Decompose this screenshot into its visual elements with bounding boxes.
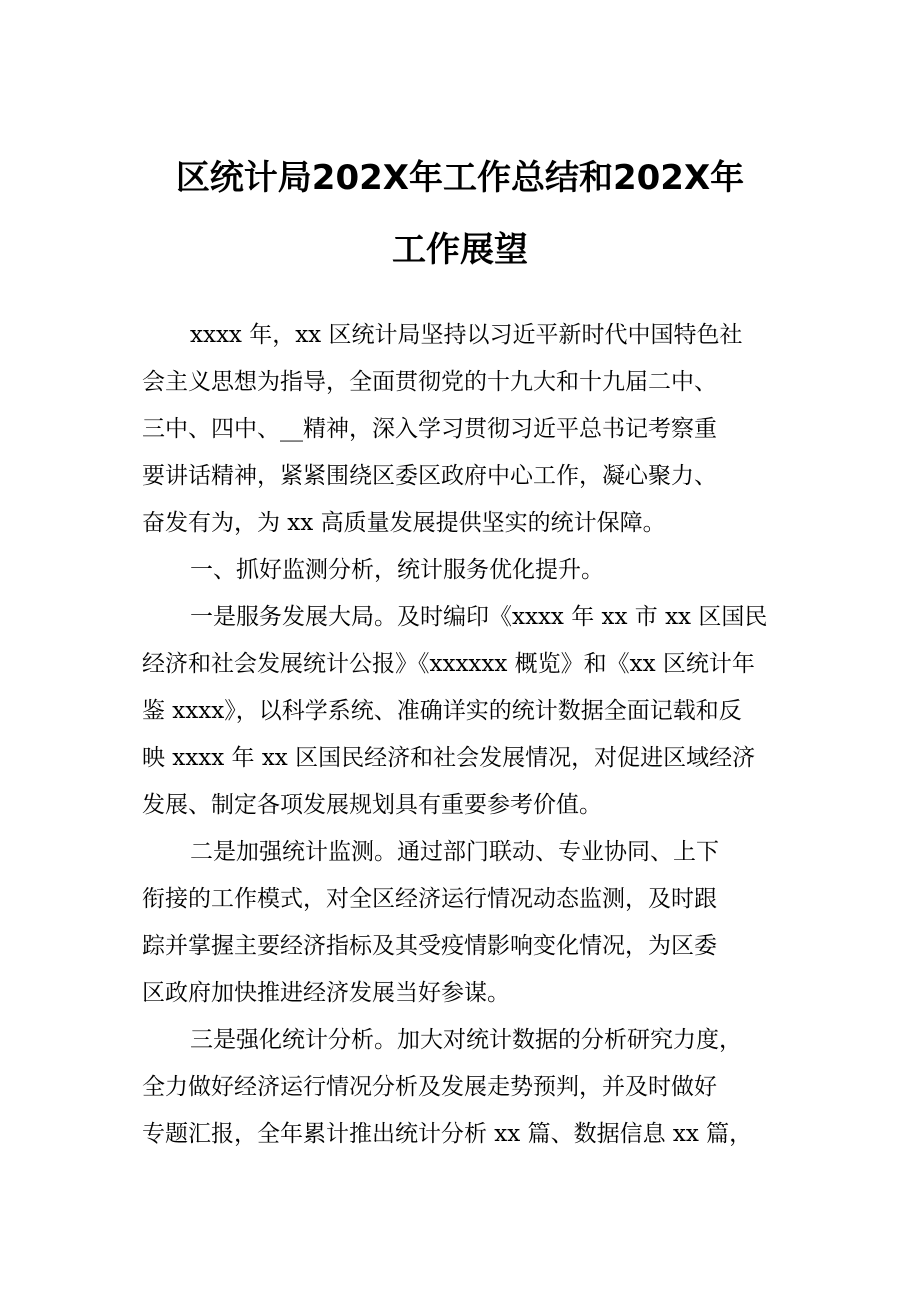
body-text-line: 经济和社会发展统计公报》《xxxxxx 概览》和《xx 区统计年 xyxy=(142,651,755,677)
document-title-line-2: 工作展望 xyxy=(392,230,528,270)
body-text-line: 三是强化统计分析。加大对统计数据的分析研究力度， xyxy=(190,1027,742,1053)
body-text-line: 映 xxxx 年 xx 区国民经济和社会发展情况，对促进区域经济 xyxy=(142,745,756,771)
body-text-line: 全力做好经济运行情况分析及发展走势预判，并及时做好 xyxy=(142,1074,717,1100)
document-title-line-1: 区统计局202X年工作总结和202X年 xyxy=(175,158,745,198)
body-text-line: 二是加强统计监测。通过部门联动、专业协同、上下 xyxy=(190,839,719,865)
body-text-line: 三中、四中、__精神，深入学习贯彻习近平总书记考察重 xyxy=(142,416,717,442)
body-text-line: 鉴 xxxx》，以科学系统、准确详实的统计数据全面记载和反 xyxy=(142,698,742,724)
body-text-line: 奋发有为，为 xx 高质量发展提供坚实的统计保障。 xyxy=(142,510,666,536)
body-text-line: 衔接的工作模式，对全区经济运行情况动态监测，及时跟 xyxy=(142,886,717,912)
body-text-line: 区政府加快推进经济发展当好参谋。 xyxy=(142,980,510,1006)
document-body xyxy=(142,312,782,1158)
body-text-line: 要讲话精神，紧紧围绕区委区政府中心工作，凝心聚力、 xyxy=(142,463,717,489)
body-text-line: 会主义思想为指导，全面贯彻党的十九大和十九届二中、 xyxy=(142,369,717,395)
body-text-line: 一、抓好监测分析，统计服务优化提升。 xyxy=(190,557,604,583)
body-text-line: 发展、制定各项发展规划具有重要参考价值。 xyxy=(142,792,602,818)
body-text-line: xxxx 年，xx 区统计局坚持以习近平新时代中国特色社 xyxy=(190,322,743,348)
body-text-line: 一是服务发展大局。及时编印《xxxx 年 xx 市 xx 区国民 xyxy=(190,604,768,630)
body-text-line: 专题汇报，全年累计推出统计分析 xx 篇、数据信息 xx 篇， xyxy=(142,1121,753,1147)
body-text-line: 踪并掌握主要经济指标及其受疫情影响变化情况，为区委 xyxy=(142,933,717,959)
